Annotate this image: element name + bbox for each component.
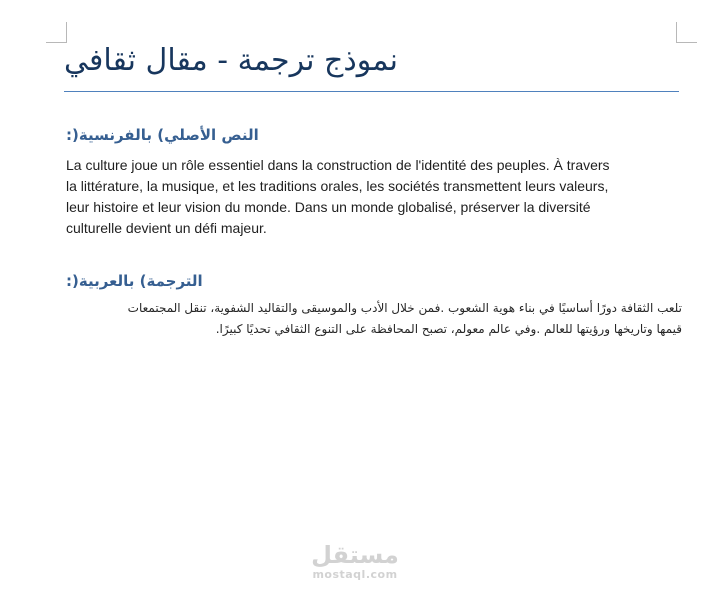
page-margin-corner-top-right [676, 22, 697, 43]
paragraph-arabic [62, 298, 682, 340]
watermark-domain: mostaql.com [312, 568, 398, 581]
paragraph-line: تلعب الثقافة دورًا أساسيًا في بناء هوية الشعوب .فمن خلال الأدب والموسيقى والتقاليد الشفوية، تنقل المجتمعات [127, 301, 682, 315]
paragraph-line: leur histoire et leur vision du monde. Dans un monde globalisé, préserver la diversité [66, 199, 591, 215]
paragraph-line: la littérature, la musique, et les traditions orales, les sociétés transmettent leurs valeurs, [66, 178, 609, 194]
watermark-logo: مستقل [311, 541, 399, 569]
section-heading-original: النص الأصلي) بالفرنسية(: [66, 126, 259, 144]
title-underline [64, 91, 679, 92]
paragraph-french [66, 155, 676, 239]
watermark [307, 541, 403, 581]
paragraph-line: قيمها وتاريخها ورؤيتها للعالم .وفي عالم معولم، تصبح المحافظة على التنوع الثقافي تحديًا كبيرًا. [215, 322, 682, 336]
document-title: نموذج ترجمة - مقال ثقافي [64, 43, 398, 78]
paragraph-line: culturelle devient un défi majeur. [66, 220, 267, 236]
paragraph-line: La culture joue un rôle essentiel dans la construction de l'identité des peuples. À travers [66, 157, 610, 173]
section-heading-translation: الترجمة) بالعربية(: [66, 272, 203, 290]
